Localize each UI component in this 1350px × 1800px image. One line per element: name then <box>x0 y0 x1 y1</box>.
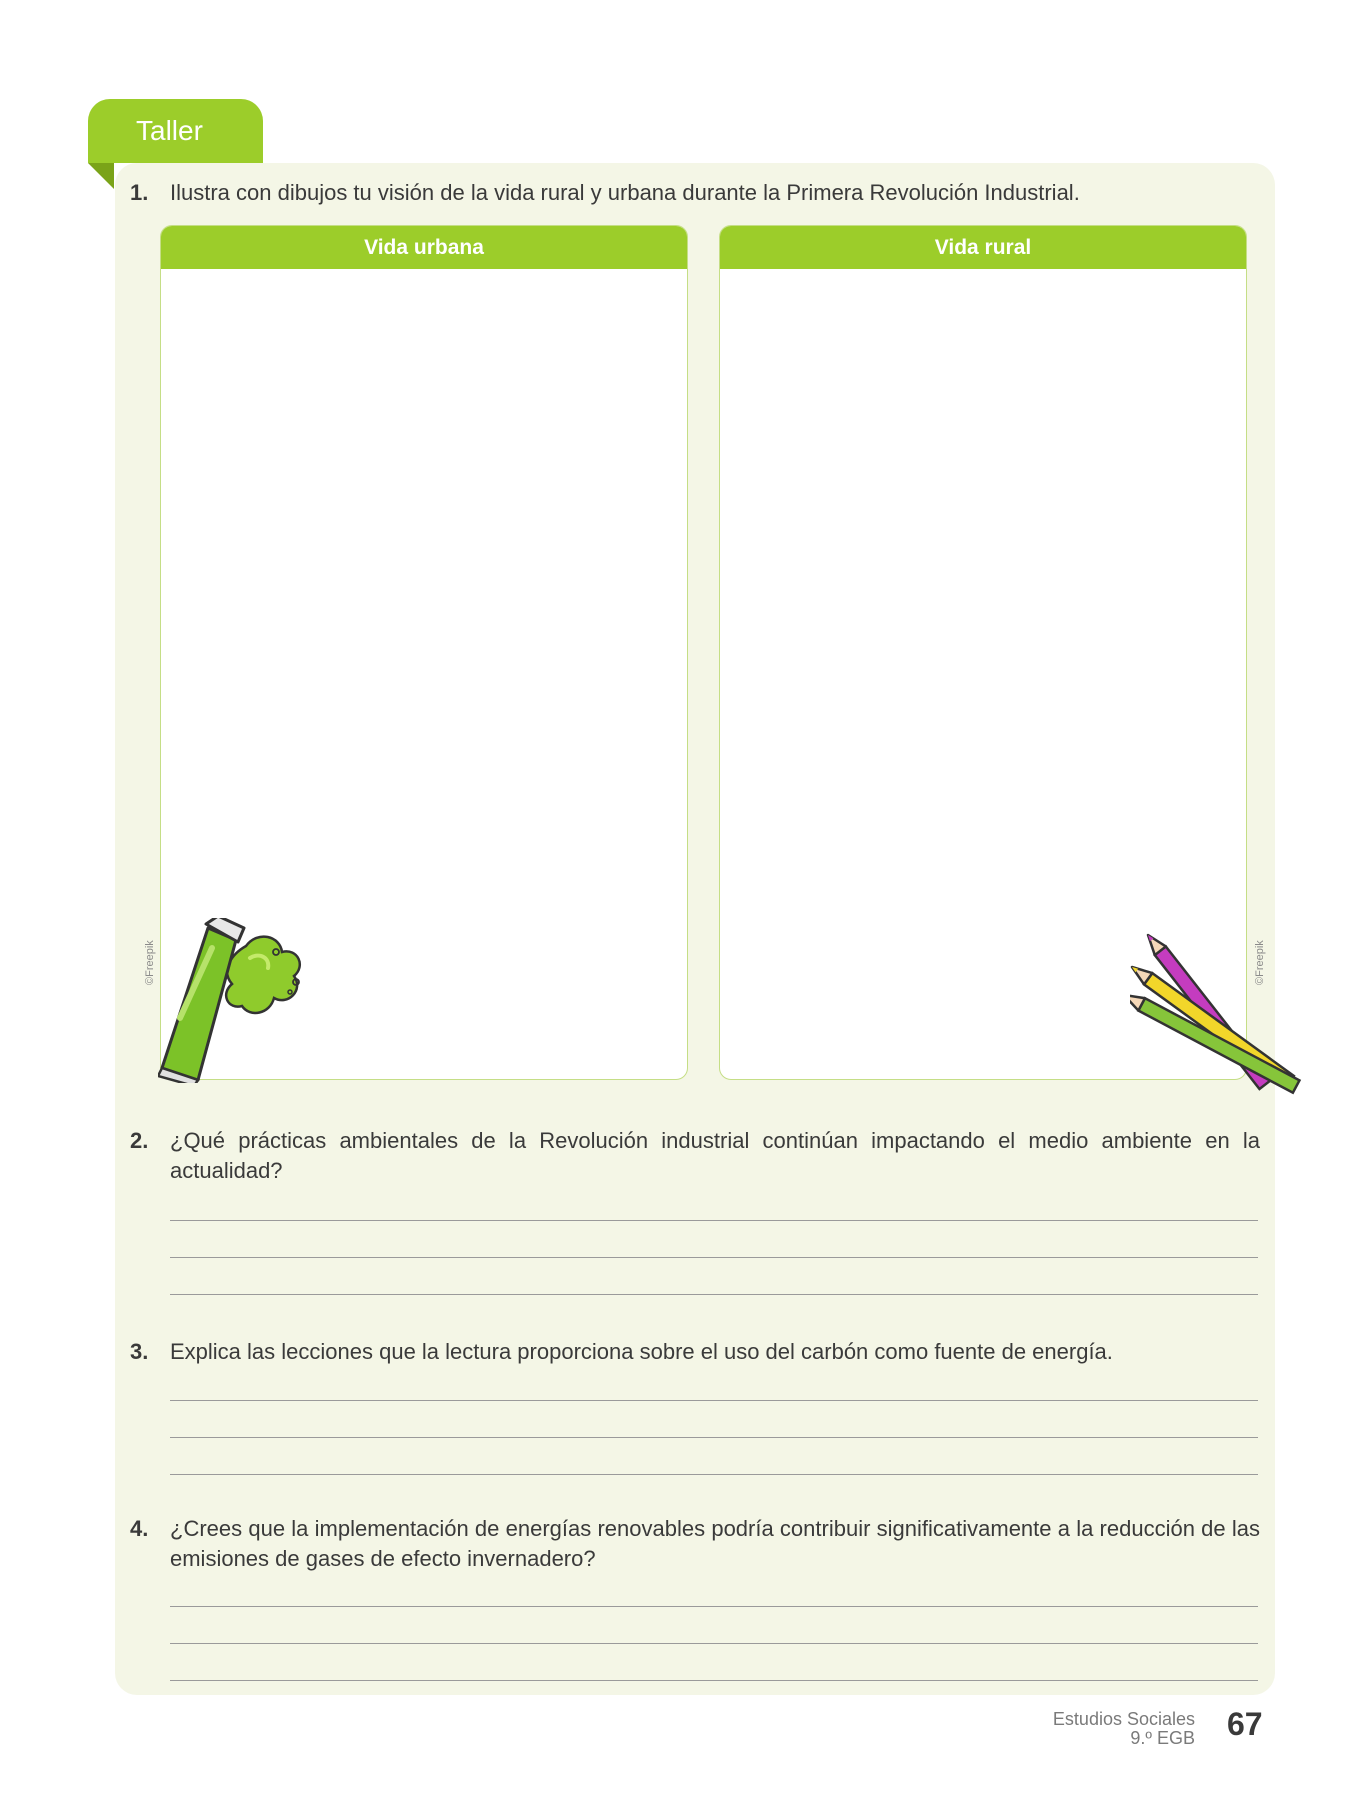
answer-line[interactable] <box>170 1220 1258 1221</box>
footer-grade: 9.º EGB <box>1130 1728 1195 1748</box>
paint-tube-icon <box>158 918 318 1083</box>
footer-subject-name: Estudios Sociales <box>1052 1709 1195 1729</box>
page-number: 67 <box>1227 1706 1263 1742</box>
question-text: ¿Qué prácticas ambientales de la Revolución industrial continúan impactando el medio ambiente en la actualidad? <box>170 1128 1260 1183</box>
answer-line[interactable] <box>170 1437 1258 1438</box>
question-number: 1. <box>130 180 149 205</box>
drawing-box-title: Vida urbana <box>161 226 687 269</box>
question-number: 3. <box>130 1339 149 1364</box>
question-text: Explica las lecciones que la lectura proporciona sobre el uso del carbón como fuente de energía. <box>170 1339 1113 1364</box>
drawing-box-title: Vida rural <box>720 226 1246 269</box>
question-1 <box>130 178 1260 208</box>
answer-line[interactable] <box>170 1257 1258 1258</box>
footer-subject <box>1053 1710 1195 1748</box>
question-2 <box>130 1126 1260 1186</box>
answer-line[interactable] <box>170 1643 1258 1644</box>
taller-tab: Taller <box>88 99 263 163</box>
question-3 <box>130 1337 1260 1367</box>
taller-tab-fold <box>88 163 114 189</box>
answer-line[interactable] <box>170 1606 1258 1607</box>
credit-left: ©Freepik <box>144 940 156 985</box>
answer-line[interactable] <box>170 1400 1258 1401</box>
answer-line[interactable] <box>170 1294 1258 1295</box>
colored-pencils-icon <box>1130 925 1330 1105</box>
question-number: 2. <box>130 1128 149 1153</box>
question-number: 4. <box>130 1516 149 1541</box>
question-text: ¿Crees que la implementación de energías renovables podría contribuir significativamente a la reducción de las emisiones de gases de efecto invernadero? <box>170 1516 1260 1571</box>
answer-line[interactable] <box>170 1680 1258 1681</box>
credit-right: ©Freepik <box>1254 940 1266 985</box>
answer-line[interactable] <box>170 1474 1258 1475</box>
question-text: Ilustra con dibujos tu visión de la vida rural y urbana durante la Primera Revolución Industrial. <box>170 180 1080 205</box>
question-4 <box>130 1514 1260 1574</box>
